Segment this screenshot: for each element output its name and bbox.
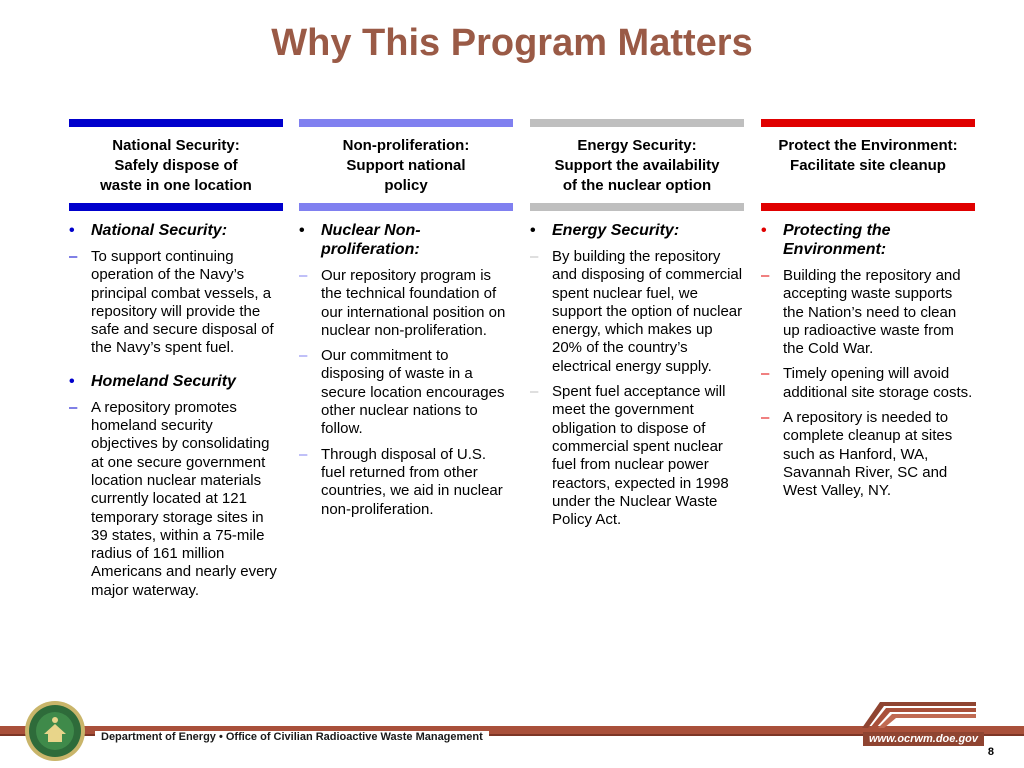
bullet-heading: • Nuclear Non-proliferation:	[299, 222, 421, 258]
column-header-line: Protect the Environment:	[778, 137, 958, 154]
column-header	[69, 127, 283, 203]
sub-item: – A repository is needed to complete cleanup at sites such as Hanford, WA, Savannah River, SC and West Valley, NY.	[761, 409, 953, 500]
page-number: 8	[987, 746, 994, 758]
column-top-bar	[69, 119, 283, 127]
bullet-heading: • National Security:	[69, 222, 228, 239]
bullet-heading: • Protecting the Environment:	[761, 222, 891, 258]
column-bottom-bar	[69, 203, 283, 211]
column-top-bar	[530, 119, 744, 127]
column-header	[530, 127, 744, 203]
column-header-line: Support national	[346, 157, 466, 174]
column-body	[69, 211, 283, 600]
column-header	[299, 127, 513, 203]
sub-item: – Our repository program is the technical foundation of our international position on nuclear non-proliferation.	[299, 267, 506, 339]
column-bottom-bar	[299, 203, 513, 211]
column-header-line: National Security:	[112, 137, 240, 154]
sub-item: – Timely opening will avoid additional site storage costs.	[761, 365, 973, 401]
sub-item: – Through disposal of U.S. fuel returned from other countries, we aid in nuclear non-proliferation.	[299, 445, 503, 518]
column-header-line: policy	[384, 177, 428, 194]
rails-logo-icon	[858, 696, 978, 730]
footer-url[interactable]: www.ocrwm.doe.gov	[863, 732, 984, 746]
sub-item: – Building the repository and accepting waste supports the Nation’s need to clean up radioactive waste from the Cold War.	[761, 267, 961, 358]
sub-item: – By building the repository and disposing of commercial spent nuclear fuel, we support the option of nuclear energy, which makes up 20% of the country’s electrical energy supply.	[530, 248, 743, 375]
sub-item: – A repository promotes homeland security objectives by consolidating at one secure government location nuclear materials currently located at 121 temporary storage sites in 39 states, within a 75-mile radius of 161 million Americans and nearly every major waterway.	[69, 398, 277, 599]
column-header-line: Support the availability	[554, 157, 720, 174]
column-header-line: of the nuclear option	[562, 177, 712, 194]
column-bottom-bar	[530, 203, 744, 211]
column-header-line: Energy Security:	[577, 137, 697, 154]
column-bottom-bar	[761, 203, 975, 211]
column-national-security	[69, 119, 283, 607]
bullet-heading: • Homeland Security	[69, 372, 236, 390]
column-header-line: Non-proliferation:	[342, 137, 470, 154]
column-non-proliferation	[299, 119, 513, 526]
footer-organization: Department of Energy • Office of Civilian Radioactive Waste Management	[95, 731, 489, 743]
column-top-bar	[761, 119, 975, 127]
slide-title: Why This Program Matters	[271, 22, 753, 64]
bullet-heading: • Energy Security:	[530, 222, 680, 239]
sub-item: – To support continuing operation of the Navy’s principal combat vessels, a repository will provide the safe and secure disposal of the Navy’s spent fuel.	[69, 248, 274, 357]
column-body	[299, 211, 513, 519]
column-protect-environment	[761, 119, 975, 508]
doe-seal-icon	[24, 700, 86, 762]
column-body	[530, 211, 744, 529]
column-header-line: Facilitate site cleanup	[790, 157, 946, 174]
sub-item: – Spent fuel acceptance will meet the government obligation to dispose of commercial spent nuclear fuel from nuclear power reactors, expected in 1998 under the Nuclear Waste Policy Act.	[530, 383, 729, 529]
sub-item: – Our commitment to disposing of waste in a secure location encourages other nuclear nations to follow.	[299, 347, 505, 438]
column-header-line: Safely dispose of	[114, 157, 238, 174]
column-header-line: waste in one location	[100, 177, 252, 194]
column-top-bar	[299, 119, 513, 127]
column-energy-security	[530, 119, 744, 536]
column-header	[761, 127, 975, 203]
column-body	[761, 211, 975, 501]
